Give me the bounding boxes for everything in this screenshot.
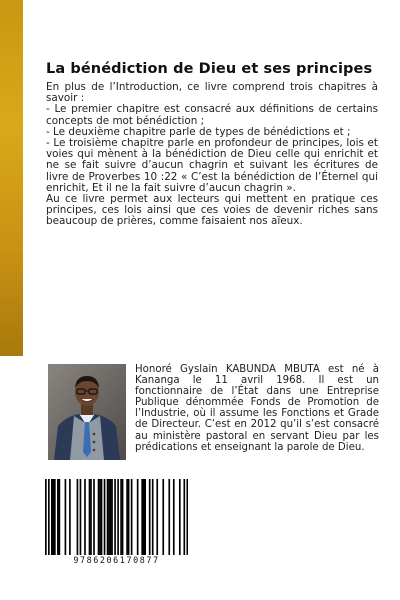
spine-color-band bbox=[0, 0, 23, 356]
isbn-barcode bbox=[45, 479, 188, 572]
barcode-bar bbox=[149, 479, 151, 555]
barcode-bar bbox=[144, 479, 146, 555]
barcode-bar bbox=[90, 479, 92, 555]
description-paragraph: - Le troisième chapitre parle en profondeur de principes, lois et voies qui mènent à la bénédiction de Dieu celle qui enrichit et ne se fait suivre d’aucun chagrin et suivant les écritures de livre de Proverbes 10 :22 « C’est la bénédiction de l’Éternel qui enrichit, Et il ne la fait suivre d’aucun chagrin ». bbox=[46, 137, 378, 194]
barcode-bar bbox=[110, 479, 112, 555]
barcode-bar bbox=[131, 479, 133, 555]
barcode-bar bbox=[126, 479, 128, 555]
barcode-bar bbox=[57, 479, 59, 555]
barcode-bar bbox=[173, 479, 175, 555]
barcode-bar bbox=[183, 479, 185, 555]
barcode-bar bbox=[114, 479, 116, 555]
barcode-bar bbox=[120, 479, 122, 555]
barcode-bar bbox=[156, 479, 158, 555]
barcode-bar bbox=[65, 479, 67, 555]
barcode-bar bbox=[117, 479, 119, 555]
barcode-bar bbox=[111, 479, 113, 555]
barcode-bar bbox=[143, 479, 145, 555]
barcode-bar bbox=[186, 479, 188, 555]
barcode-bar bbox=[89, 479, 91, 555]
book-title: La bénédiction de Dieu et ses principes bbox=[46, 61, 373, 77]
isbn-digits: 9786206170877 bbox=[73, 555, 160, 565]
barcode-bars bbox=[45, 479, 188, 555]
barcode-bar bbox=[69, 479, 71, 555]
barcode-bar bbox=[93, 479, 95, 555]
barcode-bar bbox=[128, 479, 130, 555]
barcode-bar bbox=[59, 479, 61, 555]
barcode-bar bbox=[141, 479, 143, 555]
barcode-bar bbox=[168, 479, 170, 555]
author-bio: Honoré Gyslain KABUNDA MBUTA est né à Kananga le 11 avril 1968. Il est un fonctionnaire de l’État dans une Entreprise Publique dénommée Fonds de Promotion de l’Industrie, où il assume les Fonctions et Grade de Directeur. C’est en 2012 qu’il s’est consacré au ministère pastoral en servant Dieu par les prédications et enseignant la parole de Dieu. bbox=[135, 364, 379, 453]
barcode-bar bbox=[99, 479, 101, 555]
barcode-bar bbox=[98, 479, 100, 555]
author-portrait-image bbox=[48, 364, 126, 460]
description-paragraph: - Le deuxième chapitre parle de types de bénédictions et ; bbox=[46, 125, 351, 138]
barcode-bar bbox=[104, 479, 106, 555]
description-paragraph: - Le premier chapitre est consacré aux définitions de certains concepts de mot bénédiction ; bbox=[46, 103, 378, 127]
barcode-bar bbox=[108, 479, 110, 555]
barcode-bar bbox=[101, 479, 103, 555]
barcode-bar bbox=[77, 479, 79, 555]
barcode-bar bbox=[162, 479, 164, 555]
book-description bbox=[46, 82, 378, 228]
barcode-bar bbox=[51, 479, 53, 555]
barcode-bar bbox=[45, 479, 47, 555]
barcode-bar bbox=[84, 479, 86, 555]
barcode-bar bbox=[122, 479, 124, 555]
barcode-bar bbox=[80, 479, 82, 555]
barcode-bar bbox=[137, 479, 139, 555]
barcode-bar bbox=[152, 479, 154, 555]
barcode-bar bbox=[53, 479, 55, 555]
description-paragraph: Au ce livre permet aux lecteurs qui mettent en pratique ces principes, ces lois ainsi que ces voies de devenir riches sans beaucoup de prières, comme faisaient nos aïeux. bbox=[46, 193, 378, 228]
barcode-bar bbox=[179, 479, 181, 555]
barcode-bar bbox=[107, 479, 109, 555]
barcode-bar bbox=[54, 479, 56, 555]
description-paragraph: En plus de l’Introduction, ce livre comprend trois chapitres à savoir : bbox=[46, 81, 378, 105]
barcode-bar bbox=[48, 479, 50, 555]
author-photo bbox=[48, 364, 126, 460]
